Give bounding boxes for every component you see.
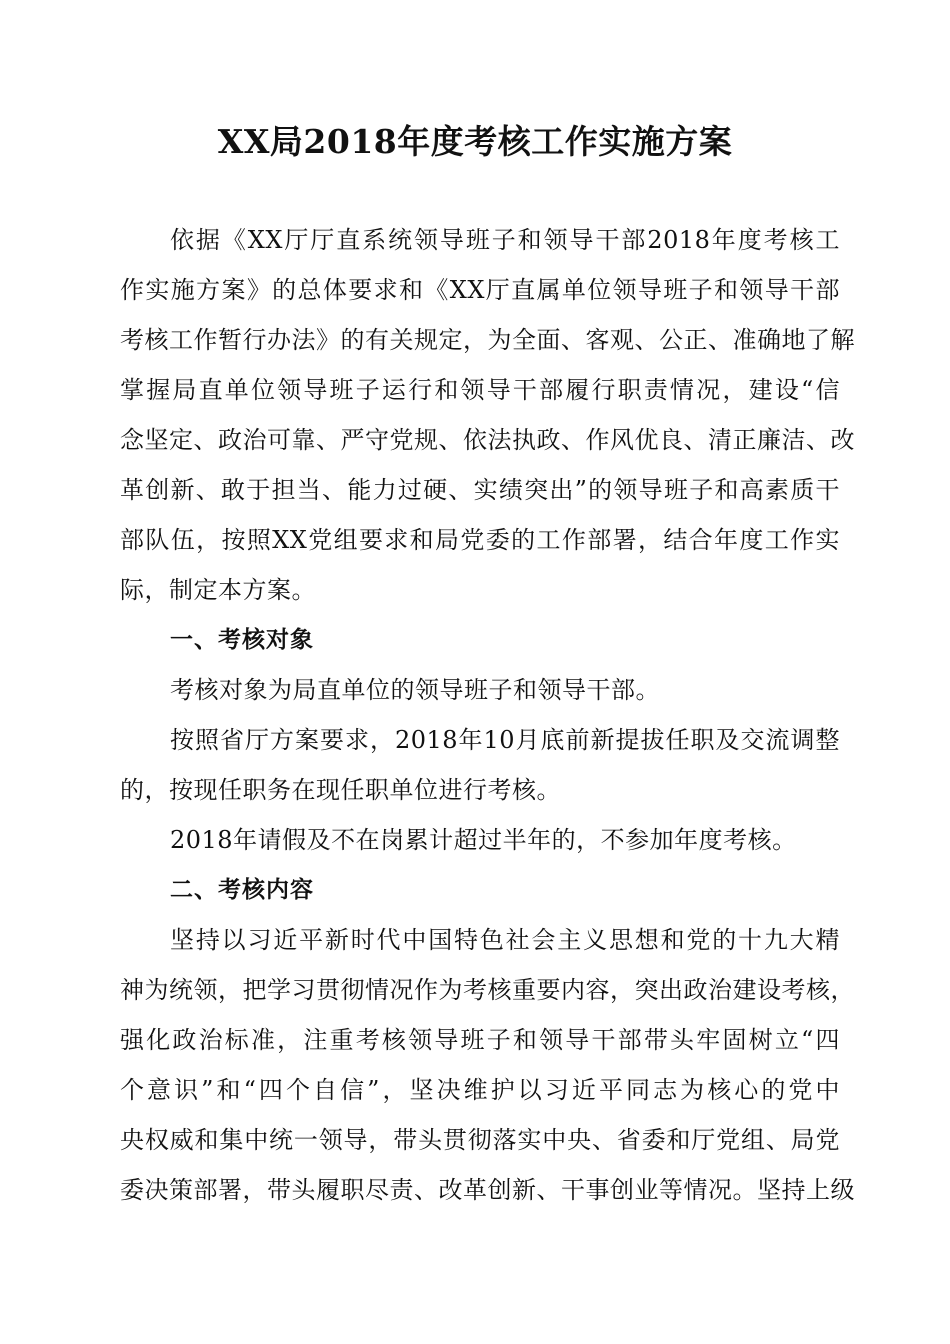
section-heading: 一、考核对象: [170, 627, 314, 653]
intro-line: 际，制定本方案。: [120, 576, 316, 604]
intro-line: 部队伍，按照XX党组要求和局党委的工作部署，结合年度工作实: [120, 526, 840, 554]
intro-line: 掌握局直单位领导班子运行和领导干部履行职责情况，建设“信: [120, 376, 840, 404]
paragraph-line: 按照省厅方案要求，2018年10月底前新提拔任职及交流调整: [170, 726, 840, 754]
paragraph-line: 个意识”和“四个自信”，坚决维护以习近平同志为核心的党中: [120, 1076, 840, 1104]
intro-line: 考核工作暂行办法》的有关规定，为全面、客观、公正、准确地了解: [120, 326, 855, 354]
intro-line: 念坚定、政治可靠、严守党规、依法执政、作风优良、清正廉洁、改: [120, 426, 855, 454]
paragraph-line: 央权威和集中统一领导，带头贯彻落实中央、省委和厅党组、局党: [120, 1126, 840, 1154]
paragraph-line: 强化政治标准，注重考核领导班子和领导干部带头牢固树立“四: [120, 1026, 840, 1054]
section-heading: 二、考核内容: [170, 877, 314, 903]
paragraph-line: 的，按现任职务在现任职单位进行考核。: [120, 776, 561, 804]
intro-line: 作实施方案》的总体要求和《XX厅直属单位领导班子和领导干部: [120, 276, 840, 304]
document-title: XX局2018年度考核工作实施方案: [217, 122, 733, 161]
paragraph-line: 神为统领，把学习贯彻情况作为考核重要内容，突出政治建设考核，: [120, 976, 855, 1004]
paragraph-line: 2018年请假及不在岗累计超过半年的，不参加年度考核。: [170, 826, 797, 854]
intro-line: 革创新、敢于担当、能力过硬、实绩突出”的领导班子和高素质干: [120, 476, 840, 504]
intro-line: 依据《XX厅厅直系统领导班子和领导干部2018年度考核工: [170, 226, 840, 254]
paragraph-line: 委决策部署，带头履职尽责、改革创新、干事创业等情况。坚持上级: [120, 1176, 855, 1204]
paragraph-line: 考核对象为局直单位的领导班子和领导干部。: [170, 676, 660, 704]
paragraph-line: 坚持以习近平新时代中国特色社会主义思想和党的十九大精: [170, 926, 840, 954]
